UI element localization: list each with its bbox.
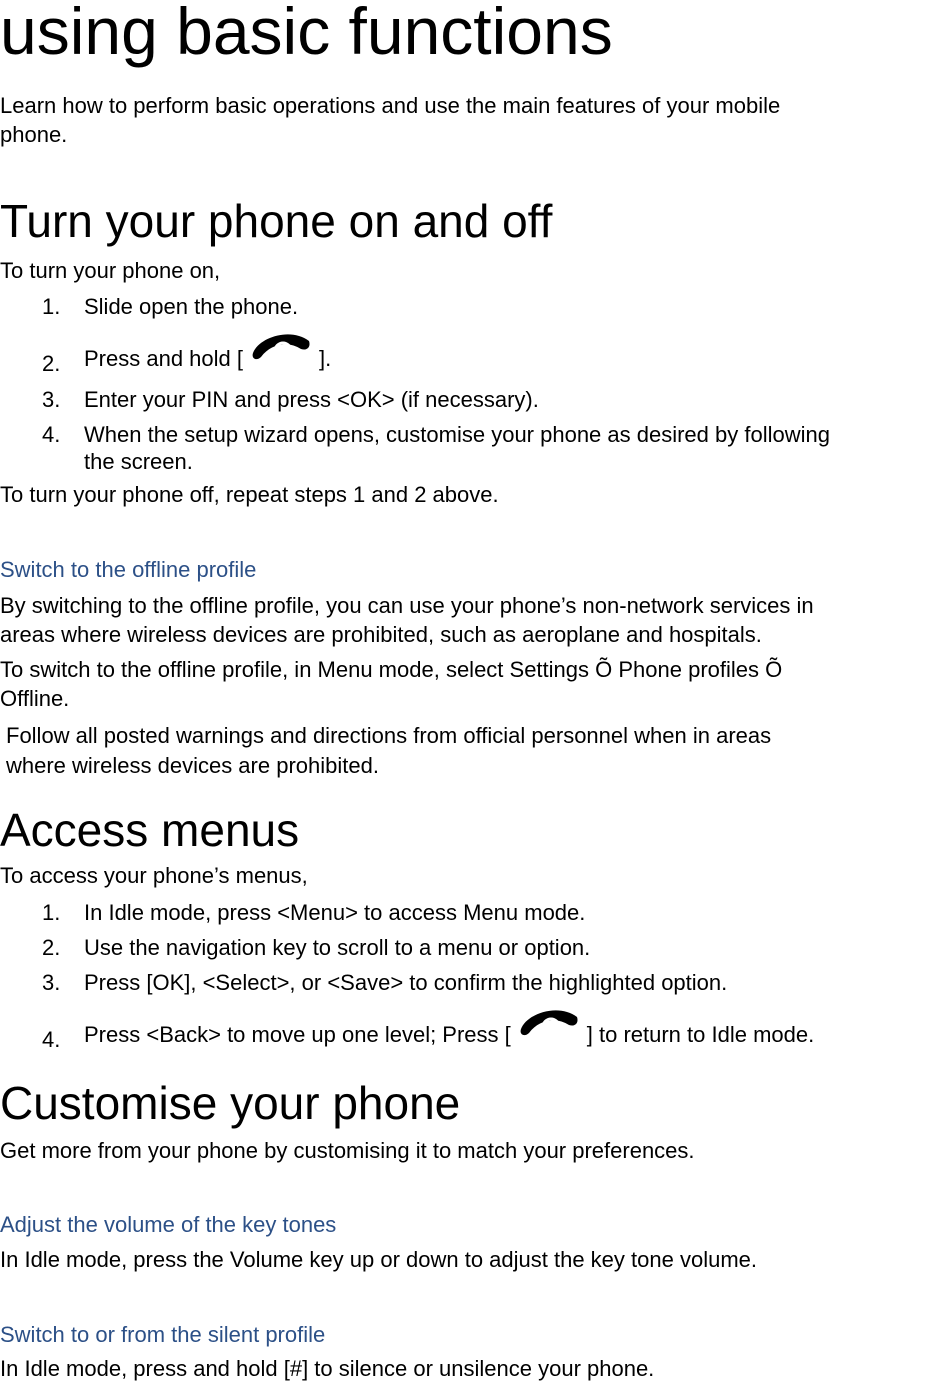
silent-heading: Switch to or from the silent profile [0, 1322, 326, 1347]
menus-lead: To access your phone’s menus, [0, 863, 308, 888]
customise-lead: Get more from your phone by customising it to match your preferences. [0, 1138, 695, 1163]
end-call-key-icon [517, 1003, 581, 1069]
menus-step-4-text [84, 1002, 814, 1069]
volume-text: In Idle mode, press the Volume key up or down to adjust the key tone volume. [0, 1247, 757, 1272]
power-lead: To turn your phone on, [0, 258, 221, 283]
power-step-2-before: Press and hold [ [84, 346, 243, 371]
menus-step-4-after: ] to return to Idle mode. [586, 1022, 815, 1047]
silent-text: In Idle mode, press and hold [#] to silence or unsilence your phone. [0, 1356, 655, 1381]
menus-step-2-num: 2. [42, 935, 61, 960]
power-step-1-text: Slide open the phone. [84, 294, 299, 319]
power-step-4-text-cont: the screen. [84, 449, 193, 474]
power-step-2-text [84, 326, 331, 393]
offline-para2-line1: To switch to the offline profile, in Menu mode, select Settings Õ Phone profiles Õ [0, 657, 783, 682]
power-step-4-text: When the setup wizard opens, customise your phone as desired by following [84, 422, 830, 447]
power-heading: Turn your phone on and off [0, 195, 553, 247]
menus-step-3-num: 3. [42, 970, 61, 995]
customise-heading: Customise your phone [0, 1077, 461, 1129]
power-step-4-num: 4. [42, 422, 61, 447]
menus-step-4-before: Press <Back> to move up one level; Press [ [84, 1022, 511, 1047]
offline-para1-line1: By switching to the offline profile, you can use your phone’s non-network services in [0, 593, 814, 618]
offline-warning-line1: Follow all posted warnings and directions from official personnel when in areas [6, 723, 772, 748]
power-step-2-after: ]. [318, 346, 332, 371]
menus-step-4-num: 4. [42, 1027, 61, 1052]
power-off-text: To turn your phone off, repeat steps 1 and 2 above. [0, 482, 499, 507]
page-title: using basic functions [0, 0, 613, 68]
offline-para1-line2: areas where wireless devices are prohibited, such as aeroplane and hospitals. [0, 622, 762, 647]
power-step-3-num: 3. [42, 387, 61, 412]
power-step-2-num: 2. [42, 351, 61, 376]
end-call-key-icon [249, 327, 313, 393]
power-step-1-num: 1. [42, 294, 61, 319]
intro-line-2: phone. [0, 122, 68, 147]
intro-line-1: Learn how to perform basic operations and use the main features of your mobile [0, 93, 781, 118]
power-step-3-text: Enter your PIN and press <OK> (if necessary). [84, 387, 539, 412]
offline-para2-line2: Offline. [0, 686, 70, 711]
volume-heading: Adjust the volume of the key tones [0, 1212, 337, 1237]
offline-heading: Switch to the offline profile [0, 557, 257, 582]
offline-warning-line2: where wireless devices are prohibited. [6, 753, 379, 778]
menus-step-2-text: Use the navigation key to scroll to a menu or option. [84, 935, 591, 960]
menus-step-3-text: Press [OK], <Select>, or <Save> to confirm the highlighted option. [84, 970, 728, 995]
menus-heading: Access menus [0, 804, 300, 856]
menus-step-1-text: In Idle mode, press <Menu> to access Menu mode. [84, 900, 586, 925]
menus-step-1-num: 1. [42, 900, 61, 925]
